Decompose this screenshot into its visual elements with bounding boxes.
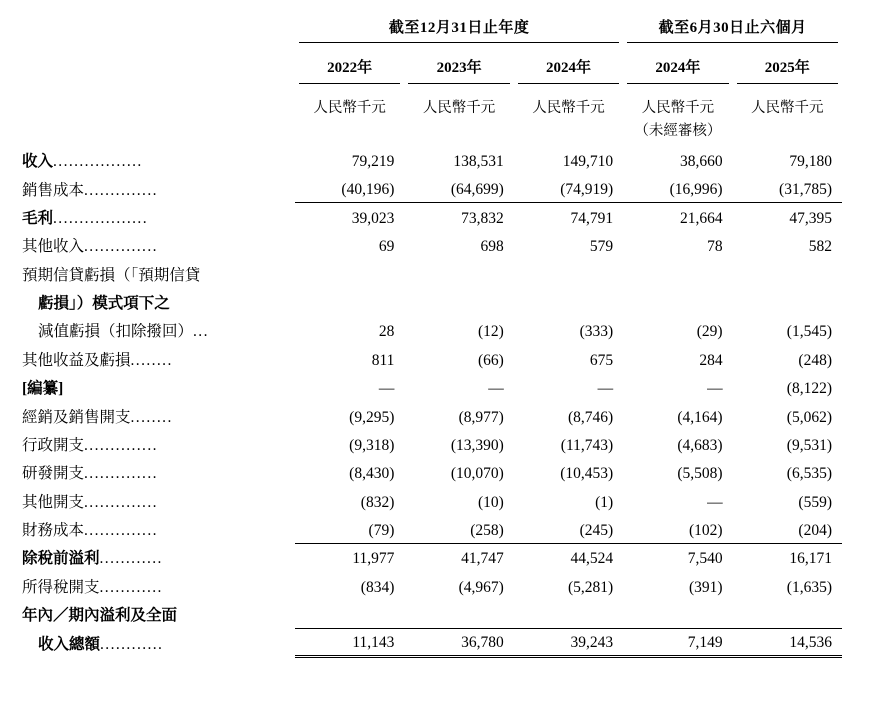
- table-row: [22, 628, 842, 656]
- row-label: 研發開支..............: [22, 465, 158, 483]
- header-year-spacer: [22, 48, 295, 88]
- header-year-2022: 2022年: [295, 48, 404, 88]
- row-value: 47,395: [733, 203, 842, 231]
- row-value: (9,295): [349, 408, 395, 426]
- row-value: (559): [798, 493, 832, 511]
- row-value: (4,164): [677, 408, 723, 426]
- header-year-2023: 2023年: [404, 48, 513, 88]
- row-value: 39,243: [514, 628, 623, 656]
- row-label: 除稅前溢利............: [22, 550, 163, 568]
- row-label: 收入總額............: [38, 635, 164, 653]
- row-value: [623, 288, 732, 316]
- row-label: 其他收入..............: [22, 238, 158, 256]
- row-value: 11,143: [295, 628, 404, 656]
- table-row: [22, 430, 842, 458]
- row-value: —: [378, 380, 395, 398]
- row-value: —: [707, 380, 723, 398]
- row-value: 44,524: [514, 543, 623, 571]
- row-value: 78: [707, 238, 723, 256]
- table-row: [22, 543, 842, 571]
- row-value: 39,023: [295, 203, 404, 231]
- table-body: [22, 146, 842, 657]
- row-value: 69: [378, 238, 395, 256]
- row-label: [編纂]: [22, 380, 64, 398]
- row-value: —: [597, 380, 614, 398]
- row-value: 811: [371, 351, 395, 369]
- row-value: 41,747: [404, 543, 513, 571]
- row-label: 其他開支..............: [22, 493, 158, 511]
- row-value: 698: [480, 238, 504, 256]
- row-label: 預期信貸虧損（「預期信貸: [22, 266, 201, 284]
- row-value: [514, 288, 623, 316]
- row-value: [514, 600, 623, 628]
- header-unit-5: 人民幣千元: [751, 100, 824, 116]
- row-value: (10,070): [450, 465, 504, 483]
- row-value: —: [488, 380, 504, 398]
- row-value: (9,531): [786, 436, 832, 454]
- row-value: [623, 260, 732, 288]
- row-value: [295, 260, 404, 288]
- row-value: (391): [688, 578, 723, 596]
- row-label: 銷售成本..............: [22, 181, 158, 199]
- row-value: 79,180: [789, 153, 832, 171]
- row-value: (102): [688, 521, 723, 539]
- row-label: 年內／期內溢利及全面: [22, 607, 178, 625]
- row-value: [295, 288, 404, 316]
- row-value: [404, 260, 513, 288]
- row-value: (31,785): [779, 181, 832, 199]
- row-value: [514, 260, 623, 288]
- table-row: [22, 572, 842, 600]
- header-year-row: [22, 48, 842, 88]
- row-value: [733, 288, 842, 316]
- row-value: (66): [477, 351, 504, 369]
- row-value: (832): [360, 493, 395, 511]
- header-unitnote-3: [514, 119, 623, 146]
- row-value: (245): [579, 521, 614, 539]
- row-label: 行政開支..............: [22, 436, 158, 454]
- header-unitnote-spacer: [22, 119, 295, 146]
- header-unitnote-5: [733, 119, 842, 146]
- row-value: (8,430): [349, 465, 395, 483]
- table-row: [22, 203, 842, 231]
- header-unitnote-row: [22, 119, 842, 146]
- row-value: [295, 600, 404, 628]
- row-value: 675: [589, 351, 614, 369]
- row-value: 74,791: [514, 203, 623, 231]
- row-value: 149,710: [562, 153, 614, 171]
- row-value: 73,832: [404, 203, 513, 231]
- table-header: [22, 10, 842, 146]
- row-value: [404, 600, 513, 628]
- row-value: 14,536: [733, 628, 842, 656]
- header-unit-spacer: [22, 88, 295, 119]
- table-row: [22, 515, 842, 543]
- header-unit-2: 人民幣千元: [422, 100, 496, 116]
- row-label: 財務成本..............: [22, 522, 158, 540]
- row-value: [733, 260, 842, 288]
- row-value: (834): [360, 578, 395, 596]
- row-value: (204): [798, 521, 832, 539]
- row-value: (13,390): [450, 436, 504, 454]
- table-row: [22, 458, 842, 486]
- row-value: [733, 600, 842, 628]
- row-label: 所得稅開支............: [22, 578, 163, 596]
- row-value: 28: [378, 323, 395, 341]
- row-value: (40,196): [341, 181, 395, 199]
- header-unit-1: 人民幣千元: [313, 100, 386, 116]
- row-value: (6,535): [786, 465, 832, 483]
- table-row: [22, 288, 842, 316]
- row-label: 經銷及銷售開支........: [22, 408, 173, 426]
- header-group-interim: 截至6月30日止六個月: [623, 10, 842, 48]
- row-value: (5,062): [786, 408, 832, 426]
- table-row: [22, 373, 842, 401]
- row-value: (12): [477, 323, 504, 341]
- row-label: 收入.................: [22, 153, 143, 171]
- row-value: (5,508): [677, 465, 723, 483]
- row-value: 36,780: [404, 628, 513, 656]
- header-year-2024-interim: 2024年: [623, 48, 732, 88]
- row-label: 其他收益及虧損........: [22, 351, 173, 369]
- header-unitnote-2: [404, 119, 513, 146]
- table-row: [22, 487, 842, 515]
- table-row: [22, 231, 842, 259]
- table-row: [22, 316, 842, 344]
- row-value: (1,635): [786, 578, 832, 596]
- row-value: 579: [589, 238, 614, 256]
- row-value: (8,746): [567, 408, 614, 426]
- row-value: (333): [579, 323, 614, 341]
- row-value: 21,664: [623, 203, 732, 231]
- row-value: 38,660: [679, 153, 723, 171]
- row-value: (9,318): [349, 436, 395, 454]
- row-value: (8,122): [786, 380, 832, 398]
- row-value: (11,743): [560, 436, 614, 454]
- row-value: —: [707, 493, 723, 511]
- row-value: 79,219: [351, 153, 395, 171]
- header-unit-4: 人民幣千元: [641, 100, 715, 116]
- header-year-2025-interim: 2025年: [733, 48, 842, 88]
- row-value: 284: [699, 351, 723, 369]
- row-value: (248): [798, 351, 832, 369]
- table-row: [22, 401, 842, 429]
- row-value: (258): [470, 521, 504, 539]
- header-unit-3: 人民幣千元: [532, 100, 605, 116]
- row-value: (5,281): [567, 578, 614, 596]
- row-value: (79): [368, 521, 395, 539]
- header-group-spacer: [22, 10, 295, 48]
- row-value: (10): [477, 493, 504, 511]
- row-value: (1): [595, 493, 614, 511]
- row-value: (10,453): [560, 465, 614, 483]
- row-value: 582: [808, 238, 832, 256]
- row-value: (4,967): [458, 578, 504, 596]
- header-group-row: [22, 10, 842, 48]
- table-row: [22, 260, 842, 288]
- row-label: 減值虧損（扣除撥回）...: [38, 323, 209, 341]
- row-value: (1,545): [786, 323, 832, 341]
- header-year-2024: 2024年: [514, 48, 623, 88]
- table-row: [22, 146, 842, 174]
- row-value: 7,149: [623, 628, 732, 656]
- table-row: [22, 345, 842, 373]
- row-value: (8,977): [458, 408, 504, 426]
- income-statement-table: [22, 10, 842, 658]
- row-label: 虧損」）模式項下之: [38, 295, 170, 313]
- row-value: 138,531: [453, 153, 504, 171]
- row-value: (4,683): [677, 436, 723, 454]
- row-value: [404, 288, 513, 316]
- row-value: 7,540: [623, 543, 732, 571]
- row-value: (16,996): [669, 181, 723, 199]
- row-value: [623, 600, 732, 628]
- header-unitnote-4: （未經審核）: [634, 123, 722, 139]
- header-unitnote-1: [295, 119, 404, 146]
- row-value: 11,977: [295, 543, 404, 571]
- row-value: (74,919): [560, 181, 614, 199]
- header-group-annual: 截至12月31日止年度: [295, 10, 623, 48]
- table-row: [22, 174, 842, 202]
- row-value: 16,171: [733, 543, 842, 571]
- header-unit-row: [22, 88, 842, 119]
- table-row: [22, 600, 842, 628]
- row-label: 毛利..................: [22, 209, 148, 227]
- row-value: (64,699): [450, 181, 504, 199]
- row-value: (29): [696, 323, 723, 341]
